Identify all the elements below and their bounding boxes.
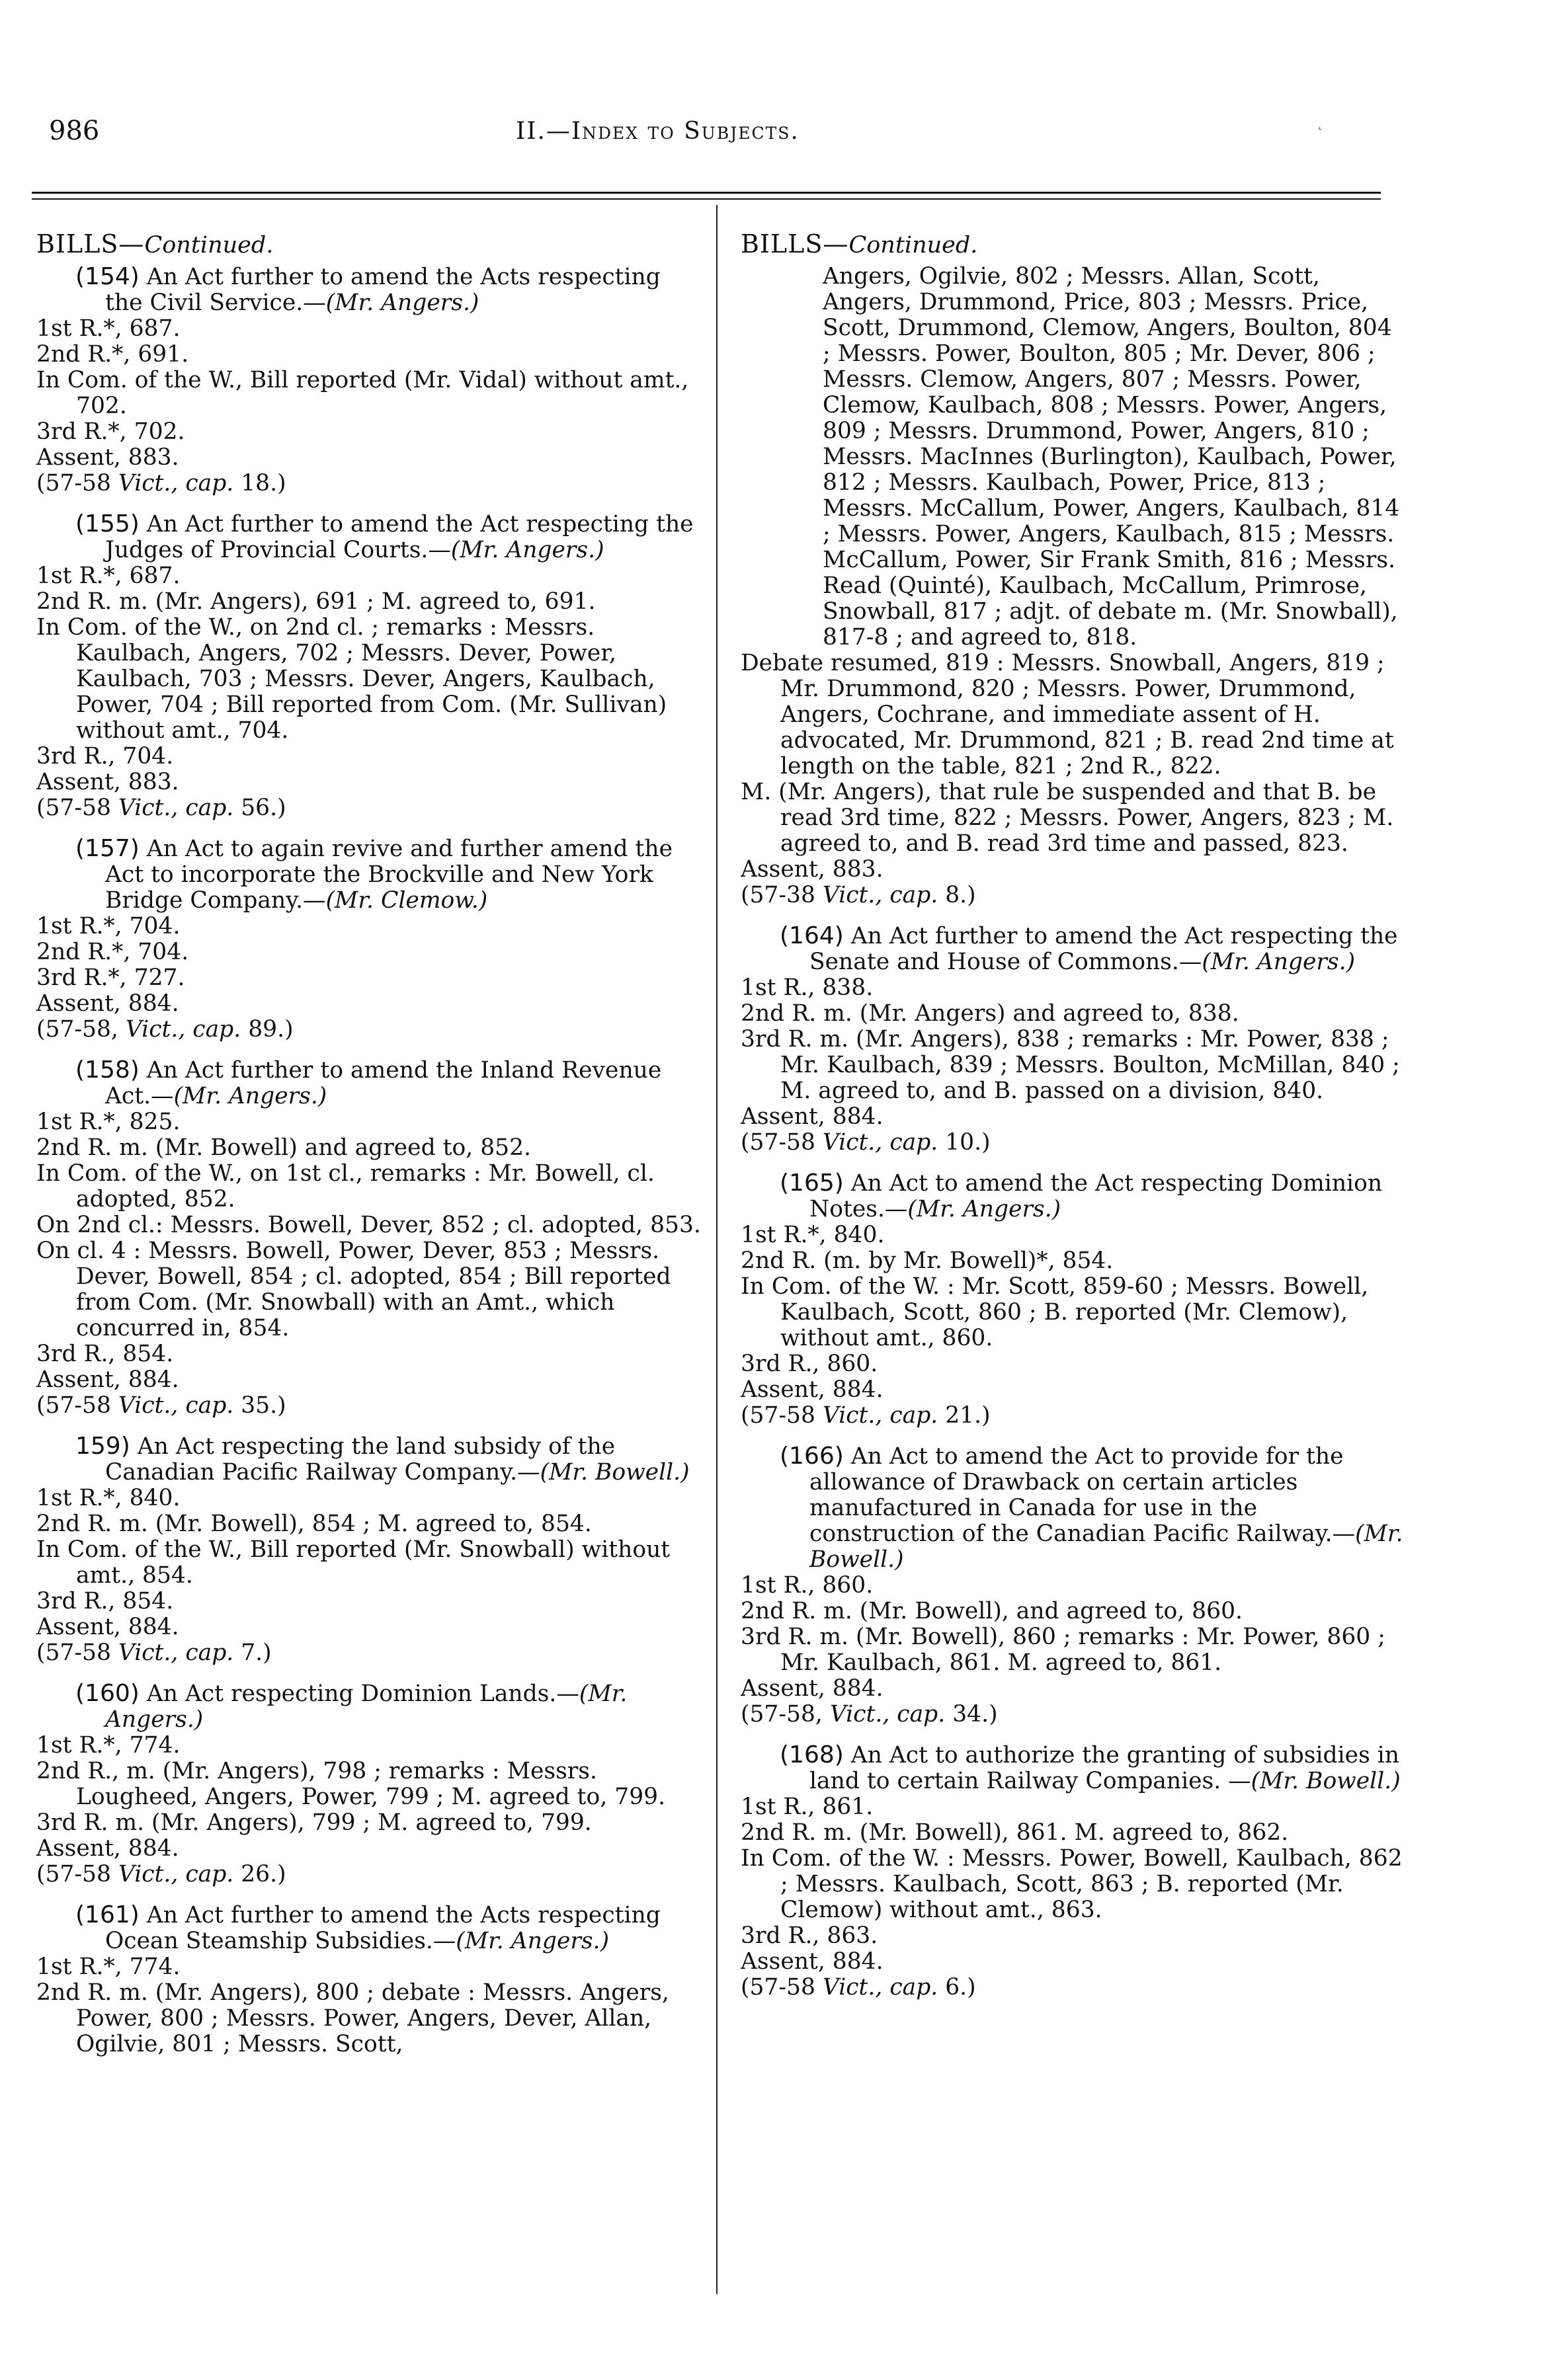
column-divider (716, 205, 718, 2294)
continued-label: Continued. (848, 232, 978, 258)
bill-line: 1st R.*, 840. (741, 1222, 885, 1248)
bill-statute (36, 471, 701, 496)
bill-title (741, 923, 1405, 975)
bill-line: In Com. of the W., on 2nd cl. ; remarks : Messrs. Kaulbach, Angers, 702 ; Messrs. Dever, Power, Kaulbach, 703 ; Messrs. Dever, Angers, Kaulbach, Power, 704 ; Bill reported from Com. (Mr. Sullivan) without amt., 704. (36, 614, 667, 744)
bill-line: On 2nd cl.: Messrs. Bowell, Dever, 852 ; cl. adopted, 853. (36, 1212, 701, 1238)
bill-title-text: An Act to amend the Act to provide for the allowance of Drawback on certain articles manufactured in Canada for use in the construction of the Canadian Pacific Railway.— (809, 1443, 1356, 1547)
left-column (36, 231, 701, 2072)
bill-entry (36, 1433, 701, 1666)
bill-line: 2nd R. m. (Mr. Angers) and agreed to, 838. (741, 1000, 1239, 1027)
bill-line: Assent, 883. (36, 444, 179, 471)
bill-title-text: An Act further to amend the Acts respecting Ocean Steamship Subsidies.— (105, 1902, 661, 1954)
right-column (741, 231, 1405, 2015)
bill-entry (36, 264, 701, 496)
bill-line: In Com. of the W., Bill reported (Mr. Vidal) without amt., 702. (36, 367, 689, 419)
bill-line: In Com. of the W. : Messrs. Power, Bowell, Kaulbach, 862 ; Messrs. Kaulbach, Scott, 863 ; B. reported (Mr. Clemow) without amt., 863. (741, 1845, 1403, 1923)
section-heading-bills (741, 231, 1405, 258)
header-rule (32, 192, 1381, 194)
bill-line: Assent, 884. (36, 1835, 179, 1862)
statute-vict: Vict., cap. (118, 1861, 234, 1887)
statute-suffix: 34.) (945, 1701, 998, 1727)
statute-vict: Vict., cap. (118, 470, 234, 496)
bill-line: 2nd R.*, 704. (36, 939, 189, 965)
bill-statute (36, 795, 701, 821)
bill-entry (36, 1057, 701, 1419)
statute-suffix: 89.) (241, 1016, 294, 1043)
bill-line: 1st R.*, 704. (36, 913, 181, 939)
bill-statute (36, 1862, 701, 1887)
bill-statute (741, 1403, 1405, 1429)
bill-line: Debate resumed, 819 : Messrs. Snowball, Angers, 819 ; Mr. Drummond, 820 ; Messrs. Power, Drummond, Angers, Cochrane, and immediate assent of H. advocated, Mr. Drummond, 821 ; B. read 2nd time at length on the table, 821 ; 2nd R., 822. (741, 650, 1394, 779)
bill-title-text: An Act further to amend the Act respecting the Judges of Provincial Courts.— (105, 511, 694, 563)
bill-title-text: An Act to amend the Act respecting Dominion Notes.— (809, 1170, 1383, 1222)
bill-title (36, 1902, 701, 1954)
bill-line: M. (Mr. Angers), that rule be suspended and that B. be read 3rd time, 822 ; Messrs. Power, Angers, 823 ; M. agreed to, and B. read 3rd time and passed, 823. (741, 779, 1394, 857)
statute-vict: Vict., cap. (822, 1129, 938, 1156)
bill-title (741, 1443, 1405, 1573)
bill-line: Assent, 884. (741, 1376, 884, 1403)
bill-title (741, 1170, 1405, 1222)
statute-suffix: 10.) (938, 1129, 991, 1156)
page-number: 986 (49, 116, 100, 146)
bill-title-text: An Act respecting the land subsidy of the Canadian Pacific Railway Company.— (105, 1433, 616, 1486)
bill-number: (166) (780, 1443, 844, 1470)
bill-title-text: An Act further to amend the Inland Revenue Act.— (105, 1057, 662, 1109)
bill-line: In Com. of the W. : Mr. Scott, 859-60 ; Messrs. Bowell, Kaulbach, Scott, 860 ; B. reported (Mr. Clemow), without amt., 860. (741, 1273, 1369, 1351)
bill-line: 3rd R., 704. (36, 743, 174, 770)
statute-suffix: 56.) (233, 795, 286, 821)
bill-number: (157) (75, 835, 140, 862)
bill-title (36, 1433, 701, 1486)
bill-line: 3rd R., 854. (36, 1341, 174, 1367)
bill-number: 159) (75, 1433, 130, 1460)
statute-prefix: (57-58 (741, 1129, 823, 1156)
bill-title (36, 511, 701, 563)
bill-line: Assent, 884. (36, 1614, 179, 1640)
bill-line: 2nd R. m. (Mr. Bowell) and agreed to, 852. (36, 1134, 532, 1161)
bill-title-text: An Act further to amend the Acts respecting the Civil Service.— (105, 264, 661, 316)
bill-number: (158) (75, 1056, 140, 1084)
bill-title (741, 1742, 1405, 1794)
bills-label: BILLS— (741, 229, 849, 258)
bill-line: 3rd R., 854. (36, 1588, 174, 1614)
bill-line: 1st R., 861. (741, 1794, 874, 1820)
statute-prefix: (57-58 (36, 1640, 118, 1666)
statute-vict: Vict., cap. (118, 1392, 234, 1419)
statute-suffix: 21.) (938, 1402, 991, 1429)
bill-line: 1st R.*, 687. (36, 563, 181, 589)
bill-line: 1st R.*, 774. (36, 1732, 181, 1759)
bill-line: In Com. of the W., Bill reported (Mr. Snowball) without amt., 854. (36, 1536, 671, 1589)
bill-line: 3rd R. m. (Mr. Angers), 799 ; M. agreed to, 799. (36, 1809, 592, 1836)
header-rule-secondary (32, 198, 1381, 200)
bill-title-text: An Act to again revive and further amend the Act to incorporate the Brockville and New York Bridge Company.— (105, 836, 673, 914)
bill-line: 3rd R.*, 727. (36, 965, 185, 991)
bill-title-text: An Act to authorize the granting of subsidies in land to certain Railway Companies. — (809, 1742, 1399, 1794)
statute-suffix: 8.) (938, 882, 976, 908)
bill-sponsor: (Mr. Bowell.) (1251, 1768, 1401, 1794)
bill-line: Assent, 883. (36, 769, 179, 795)
bill-line: Assent, 883. (741, 856, 884, 883)
bill-sponsor: (Mr. Angers.) (456, 1928, 610, 1954)
bill-statute (741, 1975, 1405, 2001)
bill-sponsor: (Mr. Bowell.) (540, 1459, 690, 1486)
bill-line: 2nd R. m. (Mr. Angers), 800 ; debate : Messrs. Angers, Power, 800 ; Messrs. Power, Angers, Dever, Allan, Ogilvie, 801 ; Messrs. Scott, (36, 1979, 669, 2057)
bill-title (36, 264, 701, 316)
right-bill-list (741, 923, 1405, 2001)
bill-line: 1st R.*, 825. (36, 1109, 181, 1135)
statute-suffix: 18.) (233, 470, 286, 496)
bill-line: 3rd R.*, 702. (36, 418, 185, 445)
bill-statute (36, 1017, 701, 1043)
bill-line: Assent, 884. (741, 1675, 884, 1702)
bill-entry (36, 1681, 701, 1887)
statute-vict: Vict., cap. (829, 1701, 946, 1727)
bill-line: In Com. of the W., on 1st cl., remarks : Mr. Bowell, cl. adopted, 852. (36, 1160, 655, 1212)
bill-line: 1st R.*, 840. (36, 1485, 181, 1511)
bill-sponsor: (Mr. Clemow.) (325, 887, 488, 914)
bill-number: (168) (780, 1741, 844, 1768)
bill-carryover-text: Angers, Ogilvie, 802 ; Messrs. Allan, Scott, Angers, Drummond, Price, 803 ; Messrs. Price, Scott, Drummond, Clemow, Angers, Boulton, 804 ; Messrs. Power, Boulton, 805 ; Mr. Dever, 806 ; Messrs. Clemow, Angers, 807 ; Messrs. Power, Clemow, Kaulbach, 808 ; Messrs. Power, Angers, 809 ; Messrs. Drummond, Power, Angers, 810 ; Messrs. MacInnes (Burlington), Kaulbach, Power, 812 ; Messrs. Kaulbach, Power, Price, 813 ; Messrs. McCallum, Power, Angers, Kaulbach, 814 ; Messrs. Power, Angers, Kaulbach, 815 ; Messrs. McCallum, Power, Sir Frank Smith, 816 ; Messrs. Read (Quinté), Kaulbach, McCallum, Primrose, Snowball, 817 ; adjt. of debate m. (Mr. Snowball), 817-8 ; and agreed to, 818. (823, 263, 1400, 651)
bill-number: (165) (780, 1170, 844, 1197)
bill-line: Assent, 884. (36, 990, 179, 1017)
statute-vict: Vict., cap. (118, 795, 234, 821)
bill-line: 2nd R. (m. by Mr. Bowell)*, 854. (741, 1248, 1114, 1274)
bill-line: Assent, 884. (741, 1948, 884, 1975)
bill-sponsor: (Mr. Angers.) (105, 1681, 628, 1733)
bill-entry (741, 1170, 1405, 1429)
bill-line: 3rd R., 860. (741, 1351, 878, 1377)
statute-vict: Vict., cap. (822, 1402, 938, 1429)
bill-title-text: An Act further to amend the Act respecting the Senate and House of Commons.— (809, 923, 1398, 975)
bill-line: 2nd R. m. (Mr. Angers), 691 ; M. agreed to, 691. (36, 588, 596, 615)
bill-line: 1st R.*, 687. (36, 315, 181, 342)
bill-statute (741, 1702, 1405, 1727)
bill-line: 1st R.*, 774. (36, 1954, 181, 1980)
bill-sponsor: (Mr. Angers.) (450, 537, 604, 563)
bill-number: (164) (780, 922, 844, 949)
bill-statute (741, 1130, 1405, 1156)
bill-line: 2nd R., m. (Mr. Angers), 798 ; remarks : Messrs. Lougheed, Angers, Power, 799 ; M. agreed to, 799. (36, 1758, 666, 1810)
bill-line: 3rd R., 863. (741, 1923, 878, 1949)
bill-line: 3rd R. m. (Mr. Angers), 838 ; remarks : Mr. Power, 838 ; Mr. Kaulbach, 839 ; Messrs. Boulton, McMillan, 840 ; M. agreed to, and B. passed on a division, 840. (741, 1026, 1400, 1104)
bill-number: (160) (75, 1680, 140, 1707)
statute-prefix: (57-58 (741, 1974, 823, 2001)
bill-sponsor: (Mr. Angers.) (907, 1196, 1061, 1222)
bill-line: On cl. 4 : Messrs. Bowell, Power, Dever, 853 ; Messrs. Dever, Bowell, 854 ; cl. adopted, 854 ; Bill reported from Com. (Mr. Snowball) with an Amt., which concurred in, 854. (36, 1238, 671, 1341)
bill-entry (36, 836, 701, 1043)
bill-entry (36, 511, 701, 821)
bill-line: 2nd R. m. (Mr. Bowell), and agreed to, 860. (741, 1598, 1243, 1624)
bill-number: (154) (75, 263, 140, 290)
statute-vict: Vict., cap. (822, 882, 938, 908)
bill-title (36, 1681, 701, 1733)
bill-line: 3rd R. m. (Mr. Bowell), 860 ; remarks : Mr. Power, 860 ; Mr. Kaulbach, 861. M. agreed to, 861. (741, 1624, 1385, 1676)
bill-title (36, 1057, 701, 1109)
bill-statute (36, 1393, 701, 1419)
bill-line: 2nd R. m. (Mr. Bowell), 861. M. agreed to, 862. (741, 1819, 1289, 1846)
statute-suffix: 7.) (233, 1640, 272, 1666)
bill-line: 1st R., 860. (741, 1572, 874, 1599)
statute-vict: Vict., cap. (118, 1640, 234, 1666)
bill-line: 1st R., 838. (741, 974, 874, 1001)
bill-number: (155) (75, 510, 140, 537)
running-head: II.—Index to Subjects. (516, 118, 800, 145)
bill-title (36, 836, 701, 914)
statute-suffix: 6.) (938, 1974, 976, 2001)
bill-entry-continued (741, 264, 1405, 908)
statute-prefix: (57-58 (36, 1861, 118, 1887)
bills-label: BILLS— (36, 229, 145, 258)
stray-mark: ˛ (1316, 112, 1324, 131)
section-heading-bills (36, 231, 701, 258)
bill-line: 2nd R.*, 691. (36, 341, 189, 368)
statute-prefix: (57-58 (741, 1402, 823, 1429)
bill-number: (161) (75, 1901, 140, 1928)
bill-sponsor: (Mr. Angers.) (173, 1083, 327, 1109)
left-bill-list (36, 264, 701, 2057)
statute-suffix: 35.) (233, 1392, 286, 1419)
continued-label: Continued. (144, 232, 274, 258)
statute-prefix: (57-58, (741, 1701, 830, 1727)
statute-vict: Vict., cap. (125, 1016, 241, 1043)
statute-vict: Vict., cap. (822, 1974, 938, 2001)
statute-prefix: (57-58, (36, 1016, 126, 1043)
bill-line: 2nd R. m. (Mr. Bowell), 854 ; M. agreed to, 854. (36, 1511, 592, 1537)
bill-statute (741, 883, 1405, 908)
statute-prefix: (57-38 (741, 882, 823, 908)
bill-title-text: An Act respecting Dominion Lands.— (146, 1681, 579, 1707)
bill-sponsor: (Mr. Bowell.) (809, 1521, 1403, 1573)
bill-entry (741, 923, 1405, 1156)
statute-suffix: 26.) (233, 1861, 286, 1887)
bill-entry (741, 1443, 1405, 1727)
bill-sponsor: (Mr. Angers.) (325, 290, 479, 316)
bill-line: Assent, 884. (741, 1103, 884, 1130)
statute-prefix: (57-58 (36, 470, 118, 496)
bill-line: Assent, 884. (36, 1367, 179, 1393)
bill-entry (741, 1742, 1405, 2001)
bill-entry (36, 1902, 701, 2057)
statute-prefix: (57-58 (36, 1392, 118, 1419)
bill-sponsor: (Mr. Angers.) (1202, 949, 1356, 975)
bill-statute (36, 1640, 701, 1666)
statute-prefix: (57-58 (36, 795, 118, 821)
